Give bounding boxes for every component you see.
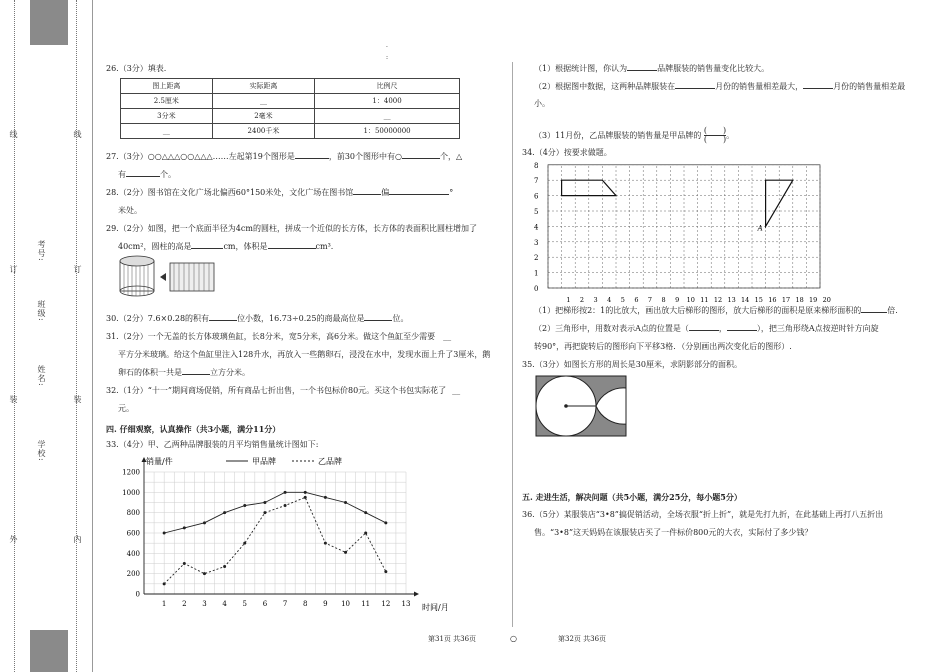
q33-1-text: （1）根据统计图，你认为 bbox=[534, 64, 628, 73]
data-point-b bbox=[364, 532, 367, 535]
q33-3-line bbox=[534, 127, 734, 145]
x-tick-label: 4 bbox=[222, 600, 227, 608]
q34-1-line bbox=[534, 306, 898, 316]
q29-line1: 29.（2分）如图，把一个底面半径为4cm的圆柱，拼成一个近似的长方体，长方体的表面积比圆柱增加了 bbox=[106, 224, 477, 233]
q29-line2 bbox=[118, 242, 333, 252]
grid-x-label: 5 bbox=[620, 296, 625, 304]
x-tick-label: 2 bbox=[182, 600, 187, 608]
field-id: 考号: bbox=[37, 240, 46, 262]
outer-dotted-line bbox=[14, 0, 15, 672]
q28-text: 28.（2分）图书馆在文化广场北偏西60°150米处，文化广场在图书馆 bbox=[106, 188, 354, 197]
q32-text: 32.（1分）“十一”期间商场促销，所有商品七折出售，一个书包标价80元。买这个书包实际花了 bbox=[106, 386, 447, 395]
q26-title: 26.（3分）填表. bbox=[106, 64, 167, 73]
inner-dotted-line bbox=[76, 0, 77, 672]
outer-label-wai: 外 bbox=[9, 535, 18, 544]
q28-line1 bbox=[106, 188, 453, 198]
inner-label-nei: 内 bbox=[73, 535, 82, 544]
footer-right-page: 第32页 共36页 bbox=[558, 635, 607, 643]
inner-label-xian: 线 bbox=[73, 130, 82, 139]
data-point-a bbox=[183, 526, 186, 529]
q34-grid-figure bbox=[530, 158, 830, 304]
q26-cell: 1：50000000 bbox=[315, 124, 460, 139]
q30-blank-1[interactable] bbox=[209, 320, 237, 321]
y-tick-label: 1000 bbox=[122, 488, 140, 497]
data-point-b bbox=[304, 496, 307, 499]
data-point-b bbox=[344, 551, 347, 554]
grid-x-label: 15 bbox=[754, 296, 763, 304]
q34-1-blank[interactable] bbox=[861, 312, 887, 313]
q33-3-fraction[interactable] bbox=[704, 127, 726, 145]
footer-sep: ○ bbox=[510, 634, 517, 643]
field-name: 姓名: bbox=[37, 365, 46, 387]
q29-blank-1[interactable] bbox=[191, 248, 223, 249]
q26-cell-blank: __ bbox=[212, 94, 314, 109]
q31-line2: 平方分米玻璃。给这个鱼缸里注入128升水，再放入一些鹅卵石，浸没在水中，发现水面上升了3厘米，鹅 bbox=[118, 350, 491, 359]
q33-2-end: 月份的销售量相差最 bbox=[833, 82, 906, 91]
q27-line1 bbox=[106, 152, 462, 162]
grid-x-label: 4 bbox=[607, 296, 612, 304]
data-point-a bbox=[263, 501, 266, 504]
q34-2-text: （2）三角形中，用数对表示A点的位置是（ bbox=[534, 324, 689, 333]
data-point-a bbox=[163, 532, 166, 535]
q36-line1: 36.（5分）某服装店“3•8”搞促销活动，全场衣服“折上折”，就是先打九折，在此基础上再打八五折出 bbox=[522, 510, 884, 519]
q27-line2-end: 个。 bbox=[160, 170, 176, 179]
grid-x-label: 10 bbox=[686, 296, 695, 304]
x-axis-arrow bbox=[414, 592, 419, 597]
q32-line2: 元。 bbox=[118, 404, 134, 413]
q28-blank-1[interactable] bbox=[353, 194, 381, 195]
grid-x-label: 11 bbox=[700, 296, 709, 304]
q29-end: cm³. bbox=[315, 242, 334, 251]
q33-2-mid: 月份的销售量相差最大， bbox=[715, 82, 804, 91]
q26-cell: 2毫米 bbox=[212, 109, 314, 124]
x-tick-label: 5 bbox=[242, 600, 248, 608]
y-tick-label: 800 bbox=[126, 509, 140, 518]
q27-line2 bbox=[118, 170, 176, 180]
inner-label-ding: 订 bbox=[73, 265, 82, 274]
q27-end: 个，△ bbox=[440, 152, 463, 161]
grid-x-label: 8 bbox=[661, 296, 666, 304]
outer-label-ding: 订 bbox=[9, 265, 18, 274]
grid-y-label: 2 bbox=[534, 254, 539, 263]
field-class: 班级: bbox=[37, 300, 46, 322]
q34-1-text: （1）把梯形按2：1的比放大，画出放大后梯形的图形，放大后梯形的面积是原来梯形面积的 bbox=[534, 306, 862, 315]
q31-l3-end: 立方分米。 bbox=[210, 368, 250, 377]
q34-2-line2: 转90°，再把旋转后的图形向下平移3格．（分别画出两次变化后的图形）. bbox=[534, 342, 792, 351]
y-tick-label: 400 bbox=[126, 549, 140, 558]
data-point-a bbox=[284, 491, 287, 494]
bottom-gray-block bbox=[30, 630, 68, 672]
data-point-a bbox=[243, 504, 246, 507]
q32-line1 bbox=[106, 386, 460, 396]
data-point-b bbox=[243, 542, 246, 545]
q26-cell: 3分米 bbox=[121, 109, 213, 124]
grid-y-label: 0 bbox=[534, 285, 539, 293]
x-tick-label: 8 bbox=[302, 600, 308, 608]
grid-y-label: 3 bbox=[534, 238, 539, 247]
q33-1-blank[interactable] bbox=[627, 70, 657, 71]
grid-x-label: 7 bbox=[647, 296, 653, 304]
q28-blank-2[interactable] bbox=[389, 194, 449, 195]
grid-x-label: 12 bbox=[713, 296, 723, 304]
q30-mid: 位小数，16.73÷0.25的商最高位是 bbox=[237, 314, 365, 323]
q27-blank-2[interactable] bbox=[402, 158, 440, 159]
x-axis-label: 时间/月 bbox=[422, 603, 449, 612]
q30-line bbox=[106, 314, 408, 324]
q33-text: 33.（4分）甲、乙两种品牌服装的月平均销售量统计图如下: bbox=[106, 440, 319, 449]
q26-cell: 2400千米 bbox=[212, 124, 314, 139]
q31-l3: 卵石的体积一共是 bbox=[118, 368, 182, 377]
outer-label-zhuang: 装 bbox=[9, 395, 18, 404]
grid-x-label: 17 bbox=[781, 296, 791, 304]
inner-label-zhuang: 装 bbox=[73, 395, 82, 404]
top-mark-2: : bbox=[386, 54, 389, 61]
q33-3-numerator: ( ) bbox=[703, 126, 727, 135]
q31-line3 bbox=[118, 368, 250, 378]
legend-label-a: 甲品牌 bbox=[252, 457, 276, 466]
grid-y-label: 1 bbox=[534, 269, 539, 278]
grid-y-label: 8 bbox=[534, 161, 539, 170]
x-tick-label: 12 bbox=[381, 600, 391, 608]
q33-1-end: 品牌服装的销售量变化比较大。 bbox=[657, 64, 770, 73]
grid-y-label: 4 bbox=[534, 223, 539, 232]
grid-x-label: 1 bbox=[566, 296, 571, 304]
data-point-a bbox=[203, 521, 206, 524]
x-tick-label: 3 bbox=[202, 600, 207, 608]
outer-label-xian: 线 bbox=[9, 130, 18, 139]
legend-label-b: 乙品牌 bbox=[318, 457, 342, 466]
q30-end: 位。 bbox=[392, 314, 409, 323]
data-point-b bbox=[203, 572, 206, 575]
top-mark: · bbox=[386, 44, 388, 51]
x-tick-label: 9 bbox=[323, 600, 328, 608]
q29-mid: cm，体积是 bbox=[223, 242, 268, 251]
q33-3-end: 。 bbox=[726, 130, 735, 140]
grid-x-label: 2 bbox=[579, 296, 585, 304]
q34-1-end: 倍. bbox=[887, 306, 898, 315]
q33-2-blank-1[interactable] bbox=[675, 88, 715, 89]
q28-mid: 偏 bbox=[381, 188, 390, 197]
q35-figure bbox=[534, 374, 630, 438]
q34-2-line1 bbox=[534, 324, 879, 334]
grid-x-label: 3 bbox=[593, 296, 598, 304]
x-tick-label: 7 bbox=[282, 600, 288, 608]
q26-cell-blank: __ bbox=[315, 109, 460, 124]
y-tick-label: 0 bbox=[135, 590, 140, 599]
grid-x-label: 20 bbox=[822, 296, 831, 304]
q33-line-chart bbox=[106, 452, 466, 620]
section-4-heading: 四. 仔细观察，认真操作（共3小题，满分11分） bbox=[106, 424, 281, 434]
grid-y-label: 6 bbox=[534, 192, 539, 201]
y-tick-label: 200 bbox=[126, 570, 140, 579]
q34-2-end: ），把三角形绕A点按逆时针方向旋 bbox=[756, 324, 879, 333]
data-point-a bbox=[364, 511, 367, 514]
q26-cell-blank: __ bbox=[121, 124, 213, 139]
column-divider bbox=[512, 62, 513, 627]
data-point-b bbox=[163, 582, 166, 585]
q33-3-denominator: ( ) bbox=[703, 135, 727, 145]
q26-header: 比例尺 bbox=[315, 79, 460, 94]
data-point-b bbox=[263, 511, 266, 514]
footer-left-page: 第31页 共36页 bbox=[428, 635, 477, 643]
binding-border bbox=[92, 0, 93, 672]
grid-x-label: 16 bbox=[768, 296, 777, 304]
data-point-a bbox=[223, 511, 226, 514]
q26-cell: 2.5厘米 bbox=[121, 94, 213, 109]
section-5-heading: 五. 走进生活，解决问题（共5小题，满分25分，每小题5分） bbox=[522, 492, 742, 502]
data-point-b bbox=[324, 542, 327, 545]
q36-line2: 售。“3•8”这天妈妈在该服装店买了一件标价800元的大衣，实际付了多少钱？ bbox=[534, 528, 813, 537]
q33-3-text: （3）11月份，乙品牌服装的销售量是甲品牌的 bbox=[534, 130, 702, 140]
grid-x-label: 18 bbox=[795, 296, 804, 304]
point-a-label: A bbox=[757, 224, 763, 233]
grid-x-label: 9 bbox=[675, 296, 680, 304]
x-tick-label: 11 bbox=[361, 600, 371, 608]
data-point-b bbox=[223, 565, 226, 568]
data-point-a bbox=[324, 496, 327, 499]
q31-blank-mark: __ bbox=[443, 332, 452, 341]
q30-blank-2[interactable] bbox=[364, 320, 392, 321]
q33-2-line1 bbox=[534, 82, 905, 92]
q27-text: 27.（3分）○○△△△○○△△△……左起第19个图形是 bbox=[106, 152, 295, 161]
q31-line1 bbox=[106, 332, 451, 342]
q26-header: 实际距离 bbox=[212, 79, 314, 94]
grid-x-label: 19 bbox=[809, 296, 818, 304]
q29-blank-2[interactable] bbox=[268, 248, 316, 249]
q27-mid: ，前30个图形中有○ bbox=[328, 152, 402, 161]
q31-l1: 31.（2分）一个无盖的长方体玻璃鱼缸，长8分米，宽5分米，高6分米。做这个鱼缸至少需要 bbox=[106, 332, 436, 341]
q26-cell: 1：4000 bbox=[315, 94, 460, 109]
y-axis-label: 销量/件 bbox=[146, 457, 173, 466]
q33-2-text: （2）根据图中数据，这两种品牌服装在 bbox=[534, 82, 676, 91]
q35-text: 35.（3分）如图长方形的周长是30厘米，求阴影部分的面积。 bbox=[522, 360, 742, 369]
q27-blank-1[interactable] bbox=[295, 158, 329, 159]
field-school: 学校: bbox=[37, 440, 46, 462]
data-point-b bbox=[384, 570, 387, 573]
x-tick-label: 6 bbox=[262, 600, 268, 608]
q29-cylinder-figure bbox=[118, 255, 218, 297]
top-gray-block bbox=[30, 0, 68, 45]
data-point-b bbox=[284, 504, 287, 507]
q27-blank-3[interactable] bbox=[126, 176, 160, 177]
data-point-a bbox=[384, 521, 387, 524]
q29-line2-text: 40cm²，圆柱的高是 bbox=[118, 242, 192, 251]
grid-x-label: 14 bbox=[741, 296, 750, 304]
q28-line2: 米处。 bbox=[118, 206, 142, 215]
data-point-a bbox=[344, 501, 347, 504]
q28-end: ° bbox=[449, 188, 454, 197]
q34-2-blank-2[interactable] bbox=[727, 330, 757, 331]
q34-2-mid: ， bbox=[718, 324, 727, 333]
data-point-b bbox=[183, 562, 186, 565]
q34-text: 34.（4分）按要求做题。 bbox=[522, 148, 612, 157]
grid-y-label: 5 bbox=[534, 208, 539, 216]
x-tick-label: 1 bbox=[161, 600, 167, 608]
q26-table bbox=[120, 78, 460, 139]
q34-2-blank-1[interactable] bbox=[689, 330, 719, 331]
y-tick-label: 1200 bbox=[122, 468, 140, 477]
q33-2-line2: 小。 bbox=[534, 99, 550, 108]
q33-2-blank-2[interactable] bbox=[803, 88, 833, 89]
grid-x-label: 13 bbox=[727, 296, 736, 304]
q33-1-line bbox=[534, 64, 769, 74]
grid-x-label: 6 bbox=[634, 296, 639, 304]
q32-blank-mark: __ bbox=[452, 386, 461, 395]
grid-y-label: 7 bbox=[534, 177, 539, 186]
data-point-a bbox=[304, 491, 307, 494]
q26-header: 图上距离 bbox=[121, 79, 213, 94]
x-tick-label: 10 bbox=[341, 600, 350, 608]
q27-line2-text: 有 bbox=[118, 170, 126, 179]
q30-text: 30.（2分）7.6×0.28的积有 bbox=[106, 314, 210, 323]
q31-blank[interactable] bbox=[182, 374, 210, 375]
y-tick-label: 600 bbox=[126, 529, 140, 538]
x-tick-label: 13 bbox=[401, 600, 411, 608]
